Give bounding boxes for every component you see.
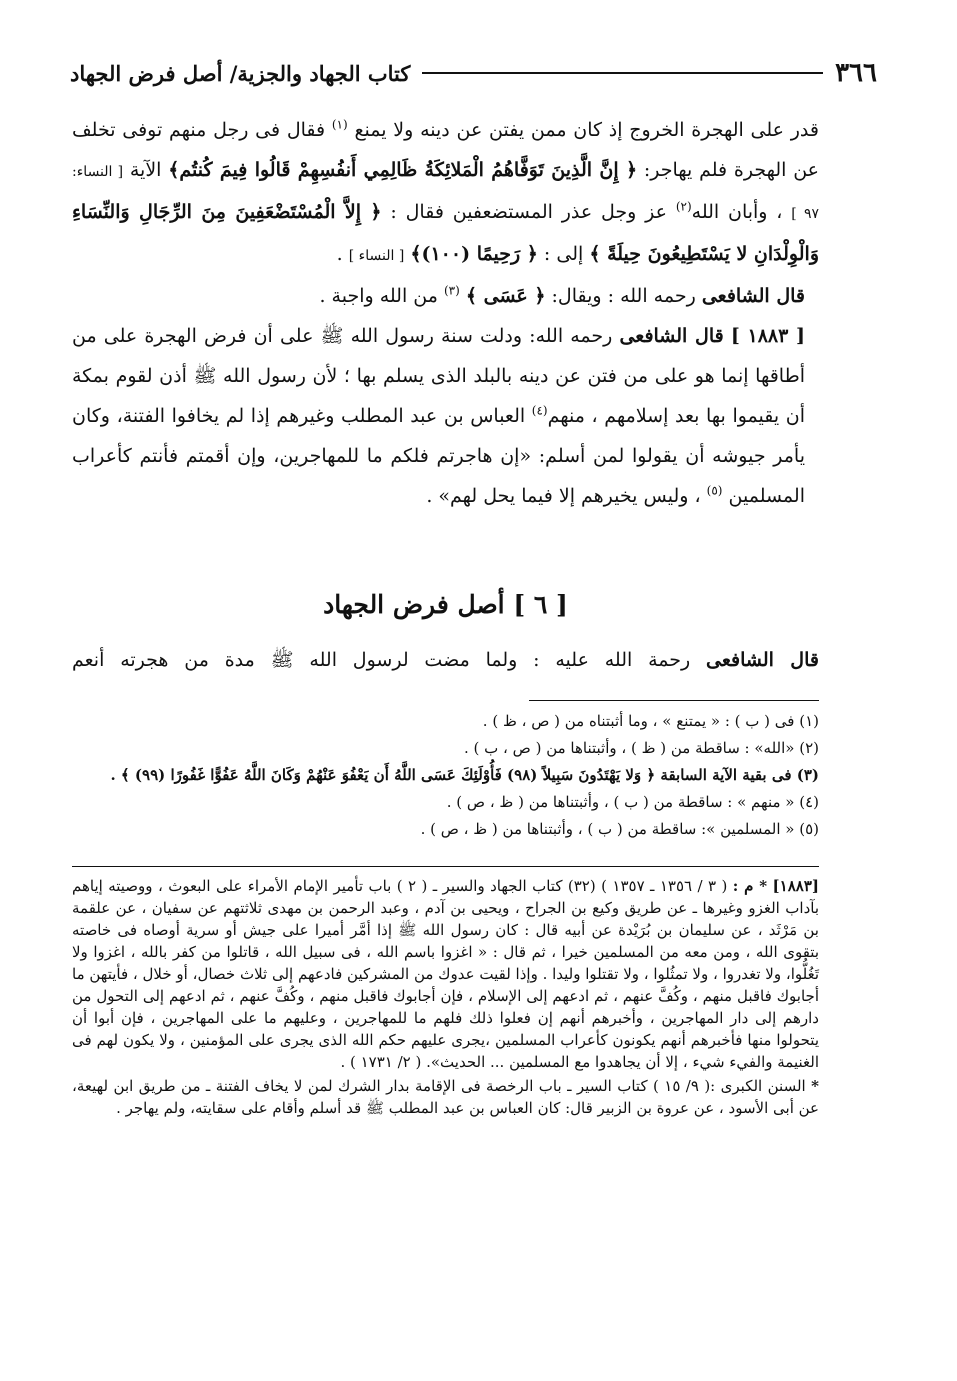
text-run: الآية: [129, 159, 162, 181]
quran-quote: ﴿ إِنَّ الَّذِينَ تَوَفَّاهُمُ الْمَلائِكَةُ ظَالِمِي أَنفُسِهِمْ قَالُوا فِيمَ كُنتُم﴾: [168, 159, 638, 181]
sources-divider: [72, 866, 819, 867]
text-run: فقال فى رجل منهم توفى تخلف عن الهجرة فلم يهاجر:: [72, 119, 820, 181]
page-header: [70, 55, 877, 91]
section-heading: [ ٦ ] أصل فرض الجهاد: [323, 590, 568, 619]
quran-quote: ﴿ عَسَى ﴾: [465, 285, 546, 307]
quran-quote: ﴿ إِلاَّ الْمُسْتَضْعَفِينَ مِنَ الرِّجَالِ وَالنِّسَاءِ وَالْوِلْدَانِ لا يَسْتَطِيعُونَ حِيلَةً ﴾: [72, 201, 819, 265]
footnote-divider: [529, 700, 819, 701]
running-title: كتاب الجهاد والجزية/ أصل فرض الجهاد: [70, 60, 411, 86]
source-muslim: [72, 875, 819, 1073]
footnote-ref: (٥): [706, 483, 723, 498]
text-run: ، وأبان الله: [691, 201, 783, 223]
speaker-name: قال الشافعى: [706, 649, 819, 671]
text-run: رحمة الله عليه : ولما مضت لرسول الله ﷺ مدة من هجرته أنعم: [72, 649, 691, 671]
footnote-ref: (٤): [531, 403, 548, 418]
source-text: السنن الكبرى :( ٩/ ١٥ ) كتاب السير ـ باب الرخصة فى الإقامة بدار الشرك لمن لا يخاف الفتنة ـ من طريق ابن لهيعة، عن أبى الأسود ، عن عروة بن الزبير قال: كان العباس بن عبد المطلب ﷺ قد أسلم وأقام على سقايته، ولم يهاجر .: [72, 1077, 819, 1117]
page-number: ٣٦٦: [835, 58, 877, 88]
text-run: رحمه الله: ودلت سنة رسول الله ﷺ على أن فرض الهجرة على من أطاقها إنما هو على من فتن عن دينه بالبلد الذى يسلم بها ؛ لأن رسول الله ﷺ أذن لقوم بمكة أن يقيموا بها بعد إسلامهم ، منهم: [72, 325, 806, 427]
speaker-name: قال الشافعى: [701, 285, 805, 307]
hadith-sources: [72, 875, 819, 1119]
section-text: [72, 640, 819, 680]
text-run: رحمه الله : ويقال:: [551, 285, 696, 307]
text-run: إلى :: [543, 243, 584, 265]
verse-reference: [ النساء ]: [348, 248, 405, 264]
text-run: قدر على الهجرة الخروج إذ كان ممن يفتن عن دينه ولا يمنع: [354, 119, 819, 141]
footnote-5: (٥) « المسلمين »: ساقطة من ( ب ) ، وأثبتناها من ( ظ ، ص ) .: [420, 820, 819, 838]
main-text: [72, 110, 819, 516]
text-run: من الله واجبة .: [319, 285, 438, 307]
source-text: ( ٣ / ١٣٥٦ ـ ١٣٥٧ ) (٣٢) كتاب الجهاد والسير ـ ( ٢ ) باب تأمير الإمام الأمراء على البعوث ، ووصيته إياهم بآداب الغزو وغيرها ـ عن طريق وكيع بن الجراح ، ويحيى بن آدم ، وعبد الرحمن بن مهدى ثلاثتهم عن سفيان ، عن علقمة بن مَرْثَد ، عن سليمان بن بُرَيْدة عن أبيه قال : كان رسول الله ﷺ إذا أمَّر أميرا على جيش أو سرية أوصاه فى خاصته بتقوى الله ، ومن معه من المسلمين خيرا ، ثم قال : « اغزوا باسم الله ، فى سبيل الله ، قاتلوا من كفر بالله ، اغزوا ولا تَغُلُّوا، ولا تغدروا ، ولا تمثُلوا ، ولا تقتلوا وليدا . وإذا لقيت عدوك من المشركين فادعهم إلى ثلاث خصال، أو خلال ، فأيتهن ما أجابوك فاقبل منهم ، وكُفَّ عنهم ، ثم ادعهم إلى الإسلام ، فإن أجابوك فاقبل منهم ، وكُفَّ عنهم ، ثم ادعهم إلى التحول من دارهم إلى دار المهاجرين ، وأخبرهم أنهم إن فعلوا ذلك فلهم ما للمهاجرين ، وعليهم ما على المهاجرين ، فإن أبوا أن يتحولوا منها فأخبرهم أنهم يكونون كأعراب المسلمين ،يجرى عليهم حكم الله الذى يجرى على المؤمنين ، ولا يكون لهم فى الغنيمة والفيء شيء ، إلا أن يجاهدوا مع المسلمين ... الحديث». ( ٢/ ١٧٣١ ) .: [72, 877, 819, 1071]
source-marker: *: [811, 1077, 819, 1095]
text-run: .: [336, 243, 343, 265]
speaker-name: قال الشافعى: [619, 325, 724, 347]
footnotes: [100, 708, 819, 843]
source-marker: * م :: [732, 877, 768, 895]
verse-reference: [ النساء: ٩٧ ]: [72, 164, 820, 222]
text-run: عز وجل عذر المستضعفين فقال :: [390, 201, 667, 223]
footnote-ref: (١): [331, 117, 348, 132]
hadith-number: [ ١٨٨٣ ]: [730, 325, 806, 347]
footnote-4: (٤) « منهم » : ساقطة من ( ب ) ، وأثبتناها من ( ظ ، ص ) .: [446, 793, 819, 811]
text-run: ، وليس يخيرهم إلا فيما يحل لهم» .: [426, 485, 701, 507]
footnote-ref: (٣): [443, 283, 460, 298]
paragraph-asa: [72, 276, 819, 316]
text-run: العباس بن عبد المطلب وغيرهم إذا لم يخافوا الفتنة، وكان يأمر جيوشه أن يقولوا لمن أسلم: «إن هاجرتم فلكم ما للمهاجرين، وإن أقمتم فأنتم كأعراب المسلمين: [72, 405, 805, 507]
footnote-1: (١) فى ( ب ) : « يمتنع » ، وما أثبتناه من ( ص ، ظ ) .: [482, 712, 819, 730]
footnote-ref: (٢): [675, 199, 692, 214]
paragraph-hijra: [72, 110, 819, 276]
footnote-2: (٢) «الله» : ساقطة من ( ظ ) ، وأثبتناها من ( ص ، ب ) .: [464, 739, 819, 757]
source-sunan: [72, 1075, 819, 1119]
quran-quote: ﴿ رَحِيمًا (١٠٠)﴾: [410, 243, 538, 265]
header-rule: [422, 72, 823, 74]
footnote-3: (٣) فى بقية الآية السابقة ﴿ وَلا يَهْتَدُونَ سَبِيلاً (٩٨) فَأُوْلَئِكَ عَسَى اللَّهُ أَن يَعْفُوَ عَنْهُمْ وَكَانَ اللَّهُ عَفُوًّا غَفُورًا (٩٩) ﴾ .: [110, 766, 819, 784]
paragraph-1883: [72, 316, 819, 516]
source-number: [١٨٨٣]: [772, 877, 819, 895]
